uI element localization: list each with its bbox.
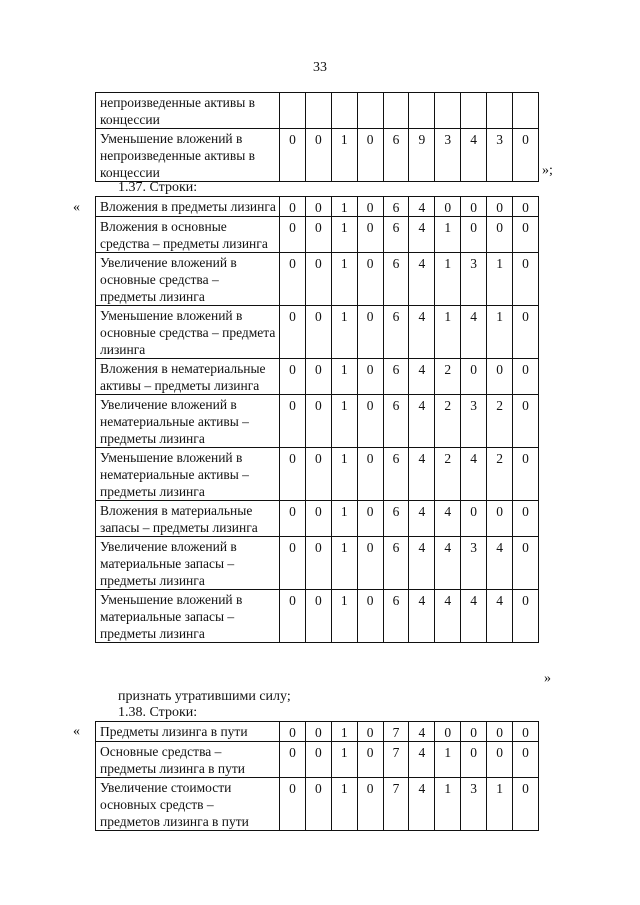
table-row bbox=[96, 722, 539, 742]
code-digit: 0 bbox=[357, 590, 383, 643]
code-digit: 0 bbox=[280, 306, 306, 359]
table-row bbox=[96, 253, 539, 306]
code-digit: 1 bbox=[435, 217, 461, 253]
code-digit: 0 bbox=[435, 197, 461, 217]
table-row bbox=[96, 537, 539, 590]
code-digit: 6 bbox=[383, 501, 409, 537]
code-digit: 0 bbox=[280, 742, 306, 778]
code-digit: 4 bbox=[409, 537, 435, 590]
code-digit: 2 bbox=[435, 395, 461, 448]
code-digit: 0 bbox=[280, 778, 306, 831]
code-digit: 1 bbox=[331, 778, 357, 831]
section-1-38-caption: 1.38. Строки: bbox=[118, 705, 198, 720]
code-digit: 0 bbox=[513, 448, 539, 501]
code-digit: 1 bbox=[331, 590, 357, 643]
table-row bbox=[96, 129, 539, 182]
code-digit: 6 bbox=[383, 359, 409, 395]
code-digit: 0 bbox=[487, 722, 513, 742]
table-row bbox=[96, 395, 539, 448]
code-digit: 0 bbox=[305, 448, 331, 501]
code-digit: 0 bbox=[280, 590, 306, 643]
code-digit bbox=[461, 93, 487, 129]
row-label: Увеличение вложений в нематериальные активы – предметы лизинга bbox=[96, 395, 280, 448]
code-digit: 0 bbox=[461, 501, 487, 537]
code-digit: 6 bbox=[383, 253, 409, 306]
code-digit: 0 bbox=[461, 722, 487, 742]
code-digit: 1 bbox=[331, 197, 357, 217]
row-label: Вложения в предметы лизинга bbox=[96, 197, 280, 217]
code-digit: 0 bbox=[305, 129, 331, 182]
code-digit: 0 bbox=[357, 197, 383, 217]
code-digit: 0 bbox=[461, 742, 487, 778]
code-digit: 2 bbox=[435, 448, 461, 501]
code-digit: 0 bbox=[487, 217, 513, 253]
code-digit: 0 bbox=[305, 722, 331, 742]
code-digit: 0 bbox=[280, 197, 306, 217]
code-digit bbox=[409, 93, 435, 129]
table-row bbox=[96, 217, 539, 253]
table-1-37 bbox=[95, 196, 539, 643]
code-digit: 0 bbox=[487, 501, 513, 537]
table-row bbox=[96, 93, 539, 129]
row-label: непроизведенные активы в концессии bbox=[96, 93, 280, 129]
code-digit: 3 bbox=[461, 778, 487, 831]
code-digit: 1 bbox=[331, 501, 357, 537]
row-label: Увеличение стоимости основных средств – предметов лизинга в пути bbox=[96, 778, 280, 831]
code-digit: 4 bbox=[409, 590, 435, 643]
row-label: Уменьшение вложений в материальные запасы – предметы лизинга bbox=[96, 590, 280, 643]
code-digit: 0 bbox=[461, 359, 487, 395]
code-digit: 4 bbox=[461, 448, 487, 501]
row-label: Предметы лизинга в пути bbox=[96, 722, 280, 742]
code-digit bbox=[357, 93, 383, 129]
code-digit: 0 bbox=[513, 359, 539, 395]
code-digit: 0 bbox=[513, 742, 539, 778]
code-digit bbox=[487, 93, 513, 129]
code-digit: 4 bbox=[409, 778, 435, 831]
code-digit: 6 bbox=[383, 395, 409, 448]
code-digit: 0 bbox=[357, 306, 383, 359]
code-digit: 0 bbox=[305, 590, 331, 643]
code-digit: 0 bbox=[280, 448, 306, 501]
code-digit: 0 bbox=[513, 197, 539, 217]
table-row bbox=[96, 197, 539, 217]
code-digit: 1 bbox=[487, 778, 513, 831]
closing-quote-1-37: » bbox=[544, 671, 551, 686]
code-digit: 6 bbox=[383, 537, 409, 590]
code-digit bbox=[513, 93, 539, 129]
opening-quote-1-38: « bbox=[73, 724, 80, 739]
code-digit: 4 bbox=[487, 537, 513, 590]
code-digit: 0 bbox=[513, 395, 539, 448]
code-digit: 0 bbox=[513, 722, 539, 742]
code-digit: 0 bbox=[280, 359, 306, 395]
code-digit: 0 bbox=[487, 197, 513, 217]
code-digit: 0 bbox=[357, 359, 383, 395]
code-digit: 7 bbox=[383, 722, 409, 742]
opening-quote-1-37: « bbox=[73, 200, 80, 215]
code-digit: 0 bbox=[305, 501, 331, 537]
code-digit: 1 bbox=[331, 395, 357, 448]
table-row bbox=[96, 742, 539, 778]
code-digit: 0 bbox=[461, 217, 487, 253]
code-digit: 0 bbox=[357, 217, 383, 253]
code-digit: 4 bbox=[435, 590, 461, 643]
code-digit: 0 bbox=[461, 197, 487, 217]
code-digit: 0 bbox=[305, 306, 331, 359]
code-digit bbox=[331, 93, 357, 129]
code-digit: 4 bbox=[409, 197, 435, 217]
code-digit: 6 bbox=[383, 306, 409, 359]
code-digit: 0 bbox=[305, 395, 331, 448]
code-digit: 0 bbox=[357, 129, 383, 182]
code-digit: 1 bbox=[435, 742, 461, 778]
code-digit: 1 bbox=[331, 217, 357, 253]
code-digit: 0 bbox=[513, 590, 539, 643]
code-digit: 4 bbox=[409, 722, 435, 742]
code-digit: 1 bbox=[331, 359, 357, 395]
code-digit: 0 bbox=[513, 253, 539, 306]
code-digit: 6 bbox=[383, 448, 409, 501]
code-digit: 3 bbox=[487, 129, 513, 182]
code-digit: 0 bbox=[280, 395, 306, 448]
code-digit: 0 bbox=[357, 537, 383, 590]
code-digit: 4 bbox=[487, 590, 513, 643]
code-digit: 1 bbox=[487, 253, 513, 306]
code-digit bbox=[383, 93, 409, 129]
code-digit: 1 bbox=[435, 778, 461, 831]
code-digit: 4 bbox=[409, 448, 435, 501]
code-digit: 1 bbox=[331, 742, 357, 778]
code-digit: 2 bbox=[487, 448, 513, 501]
code-digit: 0 bbox=[513, 217, 539, 253]
table-row bbox=[96, 306, 539, 359]
code-digit: 3 bbox=[435, 129, 461, 182]
code-digit: 0 bbox=[305, 217, 331, 253]
code-digit: 6 bbox=[383, 590, 409, 643]
code-digit: 0 bbox=[280, 501, 306, 537]
code-digit: 2 bbox=[487, 395, 513, 448]
code-digit: 0 bbox=[513, 501, 539, 537]
code-digit: 0 bbox=[305, 359, 331, 395]
code-digit: 1 bbox=[331, 129, 357, 182]
code-digit: 0 bbox=[280, 217, 306, 253]
code-digit: 7 bbox=[383, 778, 409, 831]
code-digit: 0 bbox=[435, 722, 461, 742]
code-digit: 2 bbox=[435, 359, 461, 395]
code-digit: 0 bbox=[280, 537, 306, 590]
code-digit: 1 bbox=[331, 306, 357, 359]
code-digit: 4 bbox=[461, 590, 487, 643]
code-digit: 0 bbox=[513, 537, 539, 590]
code-digit: 4 bbox=[409, 395, 435, 448]
code-digit: 0 bbox=[487, 359, 513, 395]
code-digit: 0 bbox=[357, 722, 383, 742]
table-row bbox=[96, 501, 539, 537]
code-digit bbox=[280, 93, 306, 129]
row-label: Вложения в материальные запасы – предметы лизинга bbox=[96, 501, 280, 537]
code-digit: 0 bbox=[513, 778, 539, 831]
code-digit: 4 bbox=[435, 501, 461, 537]
code-digit: 0 bbox=[357, 448, 383, 501]
row-label: Увеличение вложений в материальные запасы – предметы лизинга bbox=[96, 537, 280, 590]
code-digit: 0 bbox=[305, 778, 331, 831]
code-digit: 0 bbox=[305, 537, 331, 590]
code-digit: 1 bbox=[331, 448, 357, 501]
code-digit: 1 bbox=[435, 253, 461, 306]
row-label: Уменьшение вложений в нематериальные активы – предметы лизинга bbox=[96, 448, 280, 501]
page-number: 33 bbox=[313, 60, 327, 75]
code-digit: 9 bbox=[409, 129, 435, 182]
code-digit: 1 bbox=[487, 306, 513, 359]
code-digit: 0 bbox=[305, 742, 331, 778]
code-digit: 4 bbox=[461, 306, 487, 359]
code-digit: 4 bbox=[461, 129, 487, 182]
code-digit: 0 bbox=[357, 742, 383, 778]
row-label: Вложения в основные средства – предметы лизинга bbox=[96, 217, 280, 253]
code-digit: 6 bbox=[383, 217, 409, 253]
code-digit bbox=[305, 93, 331, 129]
code-digit: 3 bbox=[461, 253, 487, 306]
code-digit: 3 bbox=[461, 395, 487, 448]
code-digit: 4 bbox=[409, 501, 435, 537]
code-digit: 1 bbox=[435, 306, 461, 359]
code-digit: 7 bbox=[383, 742, 409, 778]
code-digit: 6 bbox=[383, 197, 409, 217]
table-continuation bbox=[95, 92, 539, 182]
section-1-37-caption: 1.37. Строки: bbox=[118, 180, 198, 195]
table-row bbox=[96, 590, 539, 643]
code-digit: 1 bbox=[331, 722, 357, 742]
table-1-38 bbox=[95, 721, 539, 831]
code-digit: 1 bbox=[331, 537, 357, 590]
code-digit: 0 bbox=[305, 253, 331, 306]
row-label: Вложения в нематериальные активы – предметы лизинга bbox=[96, 359, 280, 395]
closing-quote-1: »; bbox=[542, 163, 553, 178]
code-digit: 0 bbox=[280, 129, 306, 182]
code-digit: 0 bbox=[357, 253, 383, 306]
code-digit: 0 bbox=[357, 395, 383, 448]
code-digit: 0 bbox=[513, 129, 539, 182]
code-digit: 4 bbox=[409, 253, 435, 306]
code-digit: 4 bbox=[409, 217, 435, 253]
code-digit: 1 bbox=[331, 253, 357, 306]
code-digit: 4 bbox=[409, 359, 435, 395]
code-digit: 6 bbox=[383, 129, 409, 182]
section-1-37-footer: признать утратившими силу; bbox=[118, 689, 291, 704]
code-digit bbox=[435, 93, 461, 129]
code-digit: 4 bbox=[409, 306, 435, 359]
code-digit: 0 bbox=[280, 722, 306, 742]
row-label: Уменьшение вложений в основные средства – предмета лизинга bbox=[96, 306, 280, 359]
code-digit: 4 bbox=[409, 742, 435, 778]
row-label: Основные средства – предметы лизинга в пути bbox=[96, 742, 280, 778]
row-label: Уменьшение вложений в непроизведенные активы в концессии bbox=[96, 129, 280, 182]
code-digit: 0 bbox=[487, 742, 513, 778]
code-digit: 4 bbox=[435, 537, 461, 590]
code-digit: 0 bbox=[513, 306, 539, 359]
code-digit: 0 bbox=[280, 253, 306, 306]
code-digit: 3 bbox=[461, 537, 487, 590]
table-row bbox=[96, 359, 539, 395]
code-digit: 0 bbox=[357, 778, 383, 831]
table-row bbox=[96, 448, 539, 501]
code-digit: 0 bbox=[305, 197, 331, 217]
row-label: Увеличение вложений в основные средства – предметы лизинга bbox=[96, 253, 280, 306]
code-digit: 0 bbox=[357, 501, 383, 537]
table-row bbox=[96, 778, 539, 831]
